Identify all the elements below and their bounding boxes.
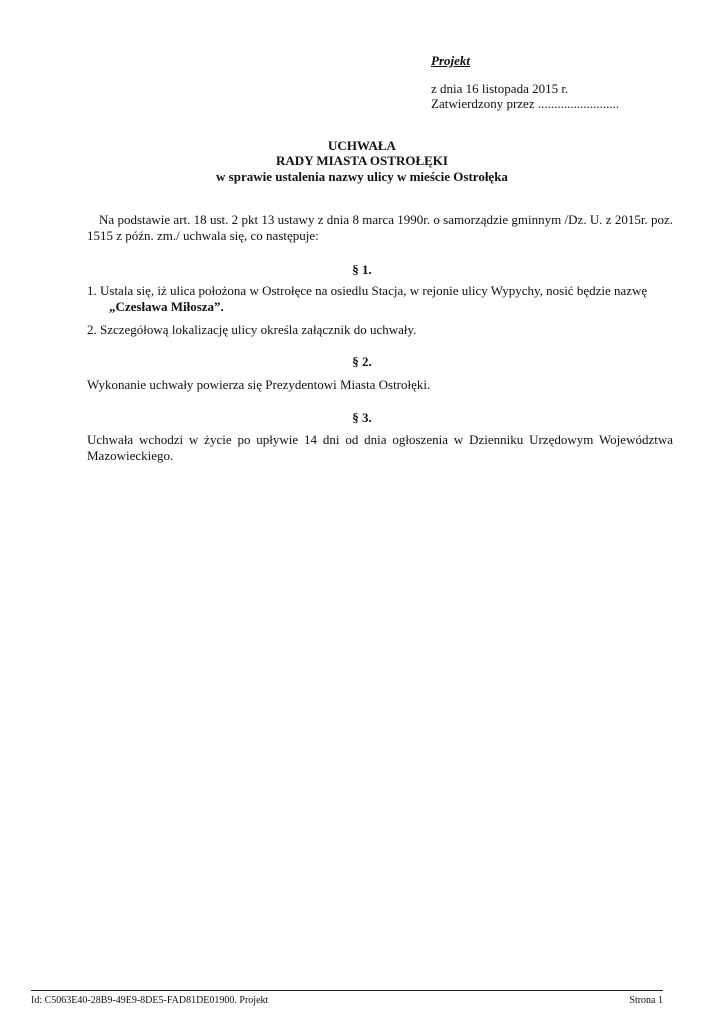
section-2-text: Wykonanie uchwały powierza się Prezydentowi Miasta Ostrołęki. (87, 377, 431, 392)
legal-basis-paragraph: Na podstawie art. 18 ust. 2 pkt 13 ustawy z dnia 8 marca 1990r. o samorządzie gminnym /Dz. U. z 2015r. poz. 1515 z późn. zm./ uchwala się, co następuje: (87, 212, 673, 243)
section-3-text: Uchwała wchodzi w życie po upływie 14 dni od dnia ogłoszenia w Dzienniku Urzędowym Województwa Mazowieckiego. (87, 432, 673, 463)
section-2-heading: § 2. (352, 354, 372, 369)
street-name: „Czesława Miłosza”. (109, 299, 224, 314)
section-1-item-2: 2. Szczegółową lokalizację ulicy określa załącznik do uchwały. (87, 322, 417, 337)
document-title: UCHWAŁA (328, 138, 396, 153)
date-line: z dnia 16 listopada 2015 r. (431, 81, 569, 96)
section-3-heading: § 3. (352, 410, 372, 425)
document-id: Id: C5063E40-28B9-49E9-8DE5-FAD81DE01900. Projekt (31, 995, 269, 1006)
approved-line: Zatwierdzony przez ......................... (431, 96, 620, 111)
section-1-item-1: 1. Ustala się, iż ulica położona w Ostrołęce na osiedlu Stacja, w rejonie ulicy Wypychy, nosić będzie nazwę (87, 283, 648, 298)
resolution-subject: w sprawie ustalenia nazwy ulicy w mieście Ostrołęka (216, 169, 508, 184)
council-name: RADY MIASTA OSTROŁĘKI (276, 153, 448, 168)
projekt-label: Projekt (431, 53, 470, 68)
page-number: Strona 1 (629, 995, 663, 1006)
section-1-heading: § 1. (352, 262, 372, 277)
footer-divider (31, 990, 663, 991)
